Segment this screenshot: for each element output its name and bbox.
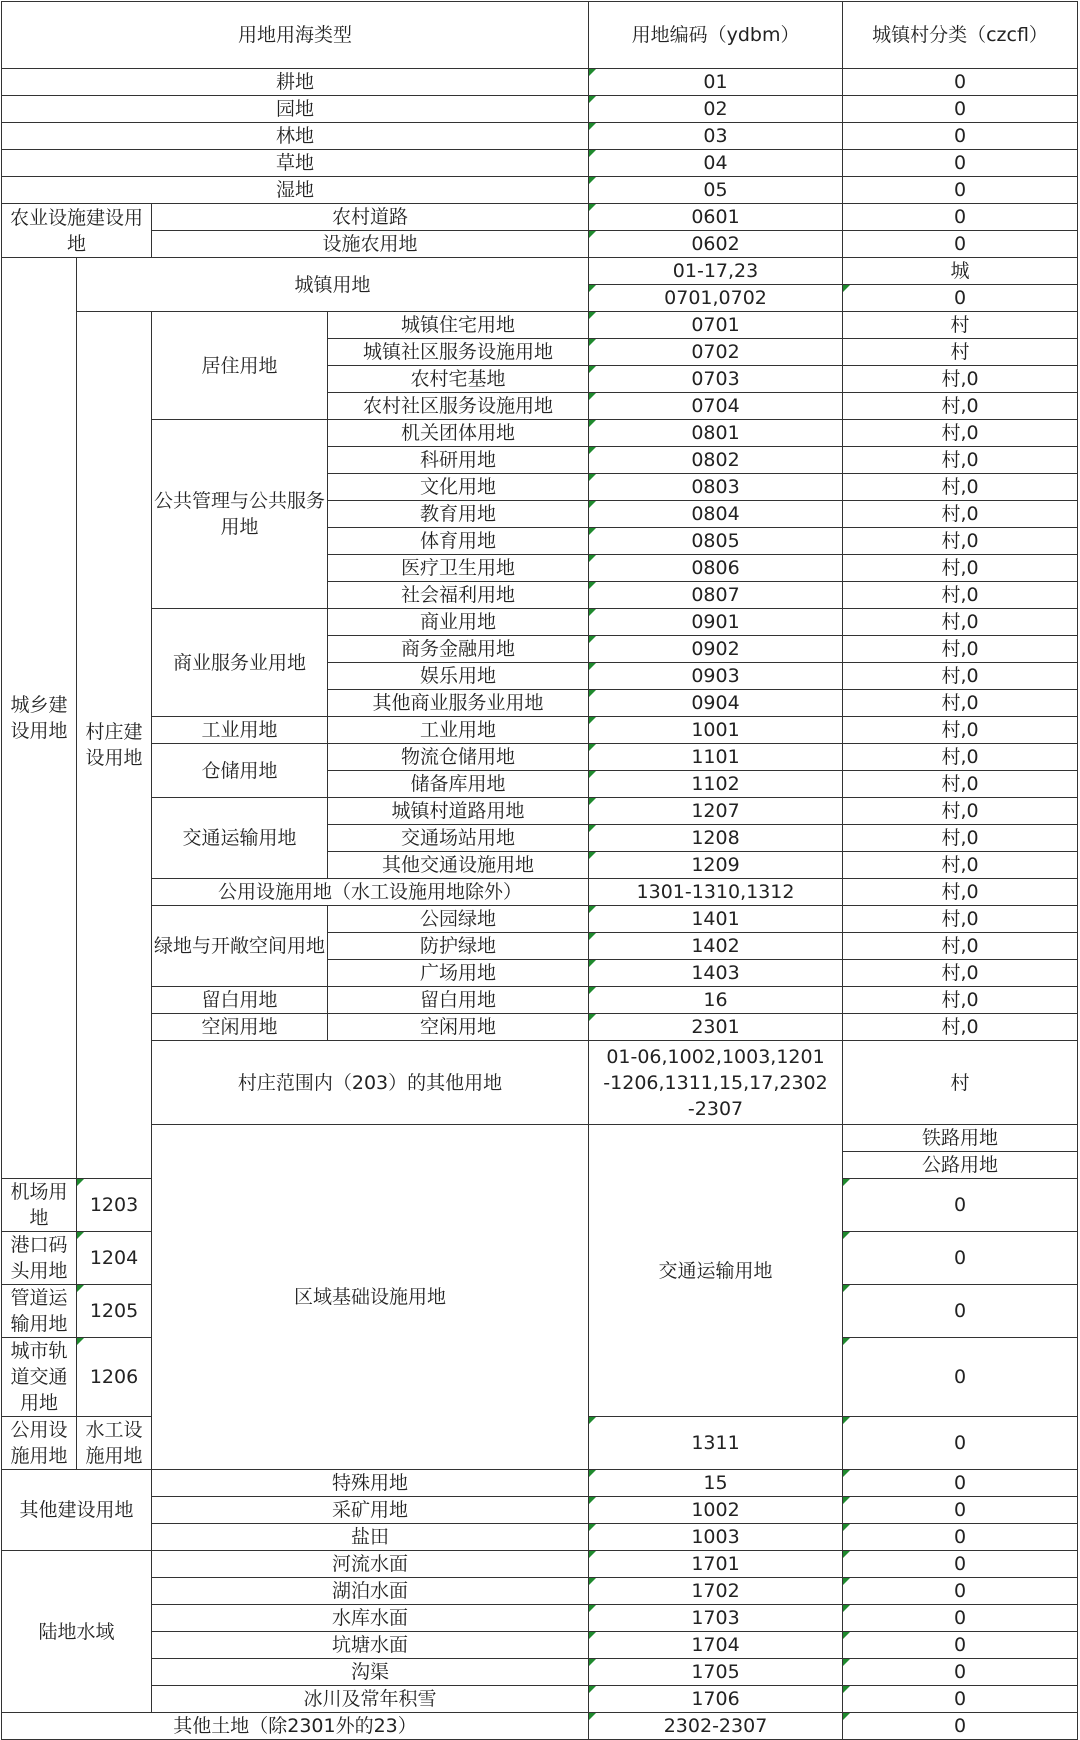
class-cell: 0 (843, 1578, 1078, 1605)
type-cell: 机场用地 (2, 1179, 77, 1232)
class-cell: 0 (843, 150, 1078, 177)
class-cell: 村,0 (843, 933, 1078, 960)
group-utility-regional: 公用设施用地 (2, 1417, 77, 1470)
header-type: 用地用海类型 (2, 2, 589, 69)
code-cell: 0704 (589, 393, 843, 420)
type-cell: 机关团体用地 (328, 420, 589, 447)
group-vacant: 空闲用地 (152, 1014, 328, 1041)
group-village: 村庄建设用地 (77, 312, 152, 1179)
type-cell: 农村道路 (152, 204, 589, 231)
code-cell: 1702 (589, 1578, 843, 1605)
code-cell: 1207 (589, 798, 843, 825)
table-row (2, 420, 1078, 447)
class-cell: 0 (843, 1417, 1078, 1470)
type-cell: 其他交通设施用地 (328, 852, 589, 879)
code-cell: 1208 (589, 825, 843, 852)
table-row (2, 1524, 1078, 1551)
table-row (2, 744, 1078, 771)
type-cell: 湿地 (2, 177, 589, 204)
type-cell: 物流仓储用地 (328, 744, 589, 771)
type-cell: 工业用地 (328, 717, 589, 744)
type-cell: 储备库用地 (328, 771, 589, 798)
code-cell: 2301 (589, 1014, 843, 1041)
code-cell: 0802 (589, 447, 843, 474)
header-row (2, 2, 1078, 69)
class-cell: 村,0 (843, 987, 1078, 1014)
code-cell: 0806 (589, 555, 843, 582)
code-cell: 1401 (589, 906, 843, 933)
table-row (2, 1605, 1078, 1632)
class-cell: 村,0 (843, 609, 1078, 636)
type-cell: 城镇住宅用地 (328, 312, 589, 339)
class-cell: 村,0 (843, 447, 1078, 474)
type-cell: 特殊用地 (152, 1470, 589, 1497)
table-row (2, 1632, 1078, 1659)
table-row (2, 1713, 1078, 1740)
type-cell: 盐田 (152, 1524, 589, 1551)
code-cell: 1001 (589, 717, 843, 744)
header-code: 用地编码（ydbm） (589, 2, 843, 69)
type-cell: 城镇社区服务设施用地 (328, 339, 589, 366)
table-row (2, 1470, 1078, 1497)
type-cell: 河流水面 (152, 1551, 589, 1578)
code-cell: 01-17,23 (589, 258, 843, 285)
class-cell: 0 (843, 96, 1078, 123)
class-cell: 村,0 (843, 717, 1078, 744)
class-cell: 村 (843, 312, 1078, 339)
class-cell: 村,0 (843, 501, 1078, 528)
code-cell: 0807 (589, 582, 843, 609)
type-cell: 采矿用地 (152, 1497, 589, 1524)
group-agri-facility: 农业设施建设用地 (2, 204, 152, 258)
table-row (2, 1686, 1078, 1713)
class-cell: 0 (843, 1713, 1078, 1740)
code-cell: 1703 (589, 1605, 843, 1632)
code-cell: 1101 (589, 744, 843, 771)
table-row (2, 798, 1078, 825)
type-cell: 其他土地（除2301外的23） (2, 1713, 589, 1740)
header-class: 城镇村分类（czcfl） (843, 2, 1078, 69)
type-cell: 水工设施用地 (77, 1417, 152, 1470)
code-cell: 1403 (589, 960, 843, 987)
class-cell: 0 (843, 1686, 1078, 1713)
code-cell: 0803 (589, 474, 843, 501)
code-cell: 05 (589, 177, 843, 204)
class-cell: 村,0 (843, 960, 1078, 987)
table-row (2, 1551, 1078, 1578)
table-row (2, 717, 1078, 744)
code-cell: 0805 (589, 528, 843, 555)
code-cell: 0902 (589, 636, 843, 663)
class-cell: 0 (843, 231, 1078, 258)
class-cell: 0 (843, 1232, 1078, 1285)
class-cell: 0 (843, 69, 1078, 96)
table-row (2, 150, 1078, 177)
code-cell: 0904 (589, 690, 843, 717)
class-cell: 0 (843, 1524, 1078, 1551)
class-cell: 村,0 (843, 906, 1078, 933)
type-cell: 商业用地 (328, 609, 589, 636)
code-cell: 1706 (589, 1686, 843, 1713)
class-cell: 村,0 (843, 852, 1078, 879)
code-cell: 15 (589, 1470, 843, 1497)
land-use-code-table (1, 1, 1078, 1740)
class-cell: 村,0 (843, 1014, 1078, 1041)
group-residential: 居住用地 (152, 312, 328, 420)
code-cell: 1203 (77, 1179, 152, 1232)
class-cell: 0 (843, 1179, 1078, 1232)
type-cell: 科研用地 (328, 447, 589, 474)
group-land-water: 陆地水域 (2, 1551, 152, 1713)
type-cell: 湖泊水面 (152, 1578, 589, 1605)
code-cell: 03 (589, 123, 843, 150)
code-cell: 0903 (589, 663, 843, 690)
class-cell: 0 (843, 1470, 1078, 1497)
code-cell: 1705 (589, 1659, 843, 1686)
class-cell: 0 (843, 123, 1078, 150)
type-cell: 水库水面 (152, 1605, 589, 1632)
group-regional-infra: 区域基础设施用地 (152, 1125, 589, 1470)
class-cell: 0 (843, 1605, 1078, 1632)
type-cell: 村庄范围内（203）的其他用地 (152, 1041, 589, 1125)
code-cell: 2302-2307 (589, 1713, 843, 1740)
type-cell: 农村宅基地 (328, 366, 589, 393)
group-green-space: 绿地与开敞空间用地 (152, 906, 328, 987)
table-row (2, 258, 1078, 285)
type-cell: 医疗卫生用地 (328, 555, 589, 582)
group-commercial: 商业服务业用地 (152, 609, 328, 717)
table-row (2, 879, 1078, 906)
class-cell: 0 (843, 1551, 1078, 1578)
class-cell: 村,0 (843, 420, 1078, 447)
code-cell: 1205 (77, 1285, 152, 1338)
code-cell: 1701 (589, 1551, 843, 1578)
type-cell: 公路用地 (843, 1152, 1078, 1179)
code-cell: 04 (589, 150, 843, 177)
class-cell: 村,0 (843, 636, 1078, 663)
table-row (2, 96, 1078, 123)
table-row (2, 231, 1078, 258)
code-cell: 1102 (589, 771, 843, 798)
table-row (2, 1041, 1078, 1125)
class-cell: 0 (843, 1659, 1078, 1686)
class-cell: 村,0 (843, 798, 1078, 825)
type-cell: 耕地 (2, 69, 589, 96)
class-cell: 0 (843, 204, 1078, 231)
code-cell: 0701 (589, 312, 843, 339)
code-cell: 0601 (589, 204, 843, 231)
class-cell: 0 (843, 285, 1078, 312)
code-cell: 0702 (589, 339, 843, 366)
type-cell: 体育用地 (328, 528, 589, 555)
code-cell: 1003 (589, 1524, 843, 1551)
table-row (2, 177, 1078, 204)
group-other-construction: 其他建设用地 (2, 1470, 152, 1551)
type-cell: 园地 (2, 96, 589, 123)
group-transport: 交通运输用地 (152, 798, 328, 879)
type-cell: 城镇村道路用地 (328, 798, 589, 825)
table-row (2, 1125, 1078, 1152)
type-cell: 广场用地 (328, 960, 589, 987)
type-cell: 坑塘水面 (152, 1632, 589, 1659)
code-cell: 0703 (589, 366, 843, 393)
code-cell: 1002 (589, 1497, 843, 1524)
group-storage: 仓储用地 (152, 744, 328, 798)
type-cell: 林地 (2, 123, 589, 150)
class-cell: 0 (843, 1338, 1078, 1417)
class-cell: 村,0 (843, 582, 1078, 609)
code-cell: 02 (589, 96, 843, 123)
code-cell: 0901 (589, 609, 843, 636)
class-cell: 村,0 (843, 528, 1078, 555)
table-row (2, 69, 1078, 96)
type-cell: 城市轨道交通用地 (2, 1338, 77, 1417)
table-row (2, 204, 1078, 231)
class-cell: 0 (843, 177, 1078, 204)
type-cell: 草地 (2, 150, 589, 177)
group-reserved: 留白用地 (152, 987, 328, 1014)
table-row (2, 1659, 1078, 1686)
code-cell: 01 (589, 69, 843, 96)
code-cell: 1311 (589, 1417, 843, 1470)
code-cell: 16 (589, 987, 843, 1014)
type-cell: 冰川及常年积雪 (152, 1686, 589, 1713)
class-cell: 村,0 (843, 771, 1078, 798)
group-urban-rural: 城乡建设用地 (2, 258, 77, 1179)
table-row (2, 1014, 1078, 1041)
table-row (2, 906, 1078, 933)
type-cell: 铁路用地 (843, 1125, 1078, 1152)
class-cell: 村,0 (843, 393, 1078, 420)
code-cell: 01-06,1002,1003,1201-1206,1311,15,17,2302-2307 (589, 1041, 843, 1125)
type-cell: 社会福利用地 (328, 582, 589, 609)
class-cell: 城 (843, 258, 1078, 285)
table-row (2, 987, 1078, 1014)
code-cell: 1402 (589, 933, 843, 960)
code-cell: 1301-1310,1312 (589, 879, 843, 906)
type-cell: 交通场站用地 (328, 825, 589, 852)
type-cell: 公园绿地 (328, 906, 589, 933)
class-cell: 村,0 (843, 744, 1078, 771)
table-row (2, 312, 1078, 339)
group-industrial: 工业用地 (152, 717, 328, 744)
class-cell: 0 (843, 1285, 1078, 1338)
class-cell: 0 (843, 1632, 1078, 1659)
type-cell: 管道运输用地 (2, 1285, 77, 1338)
table-row (2, 1578, 1078, 1605)
class-cell: 村,0 (843, 366, 1078, 393)
code-cell: 1704 (589, 1632, 843, 1659)
code-cell: 1209 (589, 852, 843, 879)
table-row (2, 609, 1078, 636)
code-cell: 0701,0702 (589, 285, 843, 312)
type-cell: 空闲用地 (328, 1014, 589, 1041)
code-cell: 1206 (77, 1338, 152, 1417)
code-cell: 0804 (589, 501, 843, 528)
table-row (2, 123, 1078, 150)
type-cell: 教育用地 (328, 501, 589, 528)
type-cell: 公用设施用地（水工设施用地除外） (152, 879, 589, 906)
class-cell: 村 (843, 1041, 1078, 1125)
group-transport-regional: 交通运输用地 (589, 1125, 843, 1417)
class-cell: 村,0 (843, 555, 1078, 582)
type-cell: 城镇用地 (77, 258, 589, 312)
code-cell: 0602 (589, 231, 843, 258)
code-cell: 0801 (589, 420, 843, 447)
class-cell: 0 (843, 1497, 1078, 1524)
code-cell: 1204 (77, 1232, 152, 1285)
group-public-service: 公共管理与公共服务用地 (152, 420, 328, 609)
type-cell: 沟渠 (152, 1659, 589, 1686)
class-cell: 村,0 (843, 825, 1078, 852)
type-cell: 港口码头用地 (2, 1232, 77, 1285)
class-cell: 村,0 (843, 663, 1078, 690)
class-cell: 村,0 (843, 474, 1078, 501)
type-cell: 防护绿地 (328, 933, 589, 960)
table-row (2, 1497, 1078, 1524)
type-cell: 娱乐用地 (328, 663, 589, 690)
type-cell: 商务金融用地 (328, 636, 589, 663)
type-cell: 文化用地 (328, 474, 589, 501)
type-cell: 设施农用地 (152, 231, 589, 258)
type-cell: 其他商业服务业用地 (328, 690, 589, 717)
class-cell: 村,0 (843, 690, 1078, 717)
type-cell: 留白用地 (328, 987, 589, 1014)
type-cell: 农村社区服务设施用地 (328, 393, 589, 420)
class-cell: 村 (843, 339, 1078, 366)
class-cell: 村,0 (843, 879, 1078, 906)
